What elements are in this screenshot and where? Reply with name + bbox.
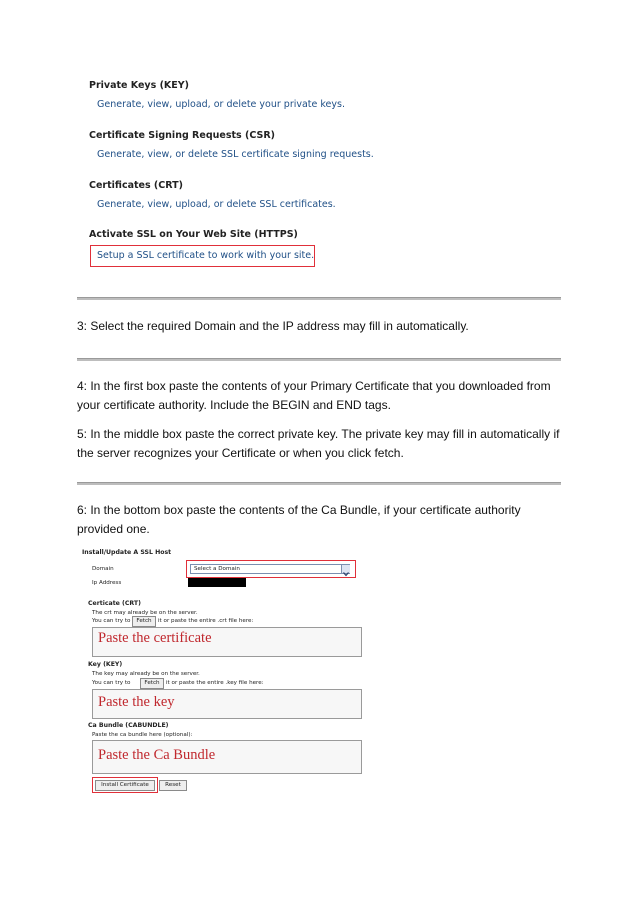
step-5-text: 5: In the middle box paste the correct private key. The private key may fill in automatically if the server recognizes your Certificate or when you click fetch.	[77, 427, 560, 460]
certificates-link[interactable]: Generate, view, upload, or delete SSL certificates.	[97, 199, 336, 210]
ip-address-label: Ip Address	[92, 580, 122, 586]
divider-3	[77, 482, 561, 485]
step-4-text: 4: In the first box paste the contents of your Primary Certificate that you downloaded from your certificate authority. Include the BEGIN and END tags.	[77, 379, 551, 412]
key-info-line: The key may already be on the server.	[92, 671, 200, 677]
crt-fetch-button[interactable]: Fetch	[132, 616, 156, 627]
private-keys-title: Private Keys (KEY)	[89, 80, 190, 91]
paste-cabundle-annotation: Paste the Ca Bundle	[98, 747, 216, 763]
csr-link[interactable]: Generate, view, or delete SSL certificate signing requests.	[97, 149, 374, 160]
csr-title: Certificate Signing Requests (CSR)	[89, 130, 275, 141]
domain-label: Domain	[92, 566, 114, 572]
install-form-heading: Install/Update A SSL Host	[82, 549, 172, 556]
key-fetch-button[interactable]: Fetch	[140, 678, 164, 689]
ip-address-redacted	[188, 578, 246, 587]
chevron-down-icon[interactable]	[341, 565, 350, 573]
activate-ssl-title: Activate SSL on Your Web Site (HTTPS)	[89, 229, 298, 240]
private-keys-link[interactable]: Generate, view, upload, or delete your private keys.	[97, 99, 345, 110]
paste-certificate-annotation: Paste the certificate	[98, 630, 212, 646]
crt-section-title: Certicate (CRT)	[88, 600, 141, 607]
step-3-text: 3: Select the required Domain and the IP address may fill in automatically.	[77, 319, 469, 333]
crt-try-post: it or paste the entire .crt file here:	[158, 618, 254, 624]
reset-button[interactable]: Reset	[159, 780, 187, 791]
domain-select[interactable]	[190, 564, 350, 574]
install-certificate-button[interactable]: Install Certificate	[95, 780, 155, 791]
divider-2	[77, 358, 561, 361]
certificates-title: Certificates (CRT)	[89, 180, 183, 191]
key-try-pre: You can try to	[92, 680, 131, 686]
domain-select-value: Select a Domain	[194, 566, 240, 572]
key-try-post: it or paste the entire .key file here:	[166, 680, 264, 686]
paste-key-annotation: Paste the key	[98, 694, 175, 710]
divider-1	[77, 297, 561, 300]
key-section-title: Key (KEY)	[88, 661, 123, 668]
crt-try-pre: You can try to	[92, 618, 131, 624]
cabundle-info-line: Paste the ca bundle here (optional):	[92, 732, 193, 738]
step-6-text: 6: In the bottom box paste the contents of the Ca Bundle, if your certificate authority provided one.	[77, 503, 521, 536]
activate-ssl-link[interactable]: Setup a SSL certificate to work with your site.	[97, 250, 315, 261]
crt-info-line: The crt may already be on the server.	[92, 610, 198, 616]
cabundle-section-title: Ca Bundle (CABUNDLE)	[88, 722, 169, 729]
